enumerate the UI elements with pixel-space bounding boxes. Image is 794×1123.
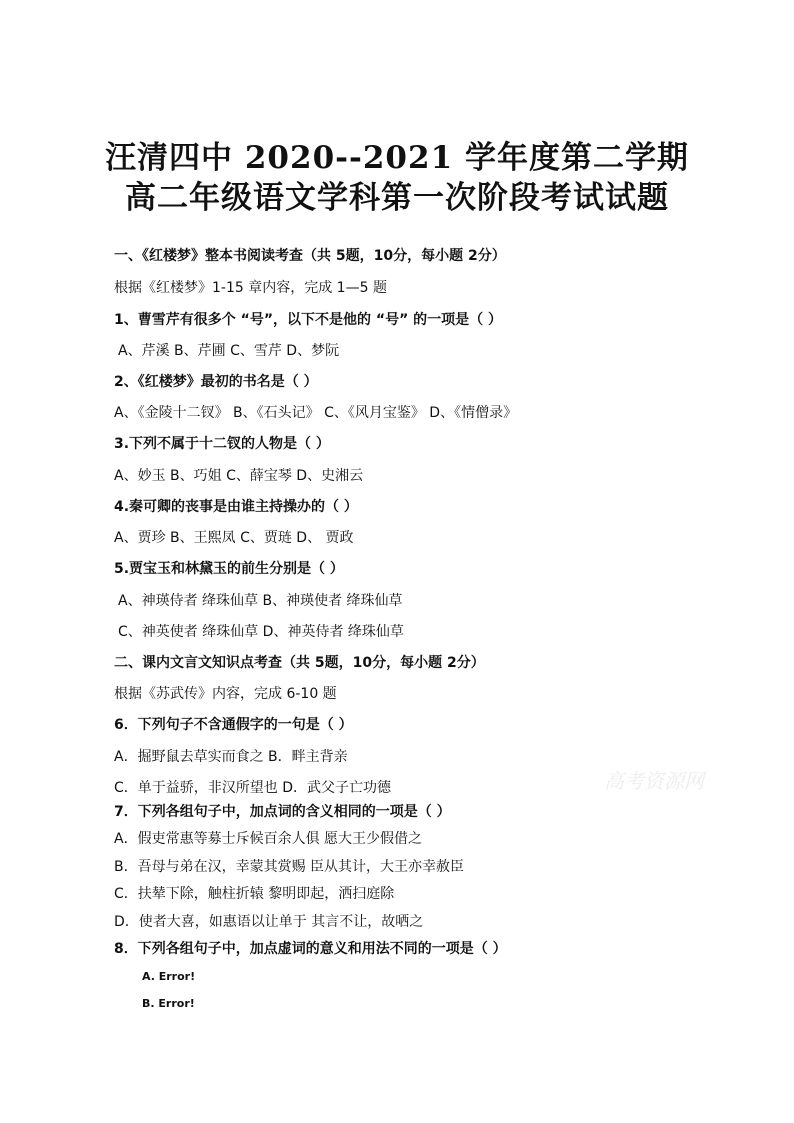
question-8: 8．下列各组句子中，加点虚词的意义和用法不同的一项是（ ） xyxy=(114,941,507,957)
question-6-options-ab: A．掘野鼠去草实而食之 B．畔主背亲 xyxy=(114,749,348,765)
question-8-option-b: B. Error! xyxy=(142,997,195,1010)
question-7: 7．下列各组句子中，加点词的含义相同的一项是（ ） xyxy=(114,804,451,820)
question-3: 3.下列不属于十二钗的人物是（ ） xyxy=(114,436,330,452)
question-5-options-cd: C、神英使者 绛珠仙草 D、神英侍者 绛珠仙草 xyxy=(118,624,404,640)
exam-title-line1: 汪清四中 2020--2021 学年度第二学期 xyxy=(105,140,689,176)
watermark: 高考资源网 xyxy=(604,769,704,793)
question-3-options: A、妙玉 B、巧姐 C、薛宝琴 D、史湘云 xyxy=(114,468,364,484)
question-4: 4.秦可卿的丧事是由谁主持操办的（ ） xyxy=(114,499,358,515)
section-heading-2: 二、课内文言文知识点考查（共 5题，10分，每小题 2分） xyxy=(114,655,485,671)
section-instruction-1: 根据《红楼梦》1-15 章内容，完成 1—5 题 xyxy=(114,280,387,296)
question-8-option-a: A. Error! xyxy=(142,970,196,983)
question-6: 6．下列句子不含通假字的一句是（ ） xyxy=(114,717,353,733)
question-2: 2、《红楼梦》最初的书名是（ ） xyxy=(114,374,318,390)
question-6-options-cd: C．单于益骄，非汉所望也 D．武父子亡功德 xyxy=(114,780,392,796)
section-heading-1: 一、《红楼梦》整本书阅读考查（共 5题，10分，每小题 2分） xyxy=(114,248,506,264)
question-1-options: A、芹溪 B、芹圃 C、雪芹 D、梦阮 xyxy=(118,343,340,359)
question-5: 5.贾宝玉和林黛玉的前生分别是（ ） xyxy=(114,561,344,577)
exam-title-line2: 高二年级语文学科第一次阶段考试试题 xyxy=(125,180,669,216)
question-7-option-d: D．使者大喜，如惠语以让单于 其言不让，故哂之 xyxy=(114,914,424,930)
question-7-option-a: A．假吏常惠等募士斥候百余人俱 愿大王少假借之 xyxy=(114,831,423,847)
question-7-option-c: C．扶辇下除，触柱折辕 黎明即起，洒扫庭除 xyxy=(114,886,395,902)
question-4-options: A、贾珍 B、王熙凤 C、贾琏 D、 贾政 xyxy=(114,530,354,546)
question-2-options: A、《金陵十二钗》 B、《石头记》 C、《风月宝鉴》 D、《情僧录》 xyxy=(114,405,518,421)
question-5-options-ab: A、神瑛侍者 绛珠仙草 B、神瑛使者 绛珠仙草 xyxy=(118,593,403,609)
section-instruction-2: 根据《苏武传》内容，完成 6-10 题 xyxy=(114,686,337,702)
question-1: 1、曹雪芹有很多个 “号”，以下不是他的 “号” 的一项是（ ） xyxy=(114,312,503,328)
question-7-option-b: B．吾母与弟在汉，幸蒙其赏赐 臣从其计，大王亦幸赦臣 xyxy=(114,859,465,875)
